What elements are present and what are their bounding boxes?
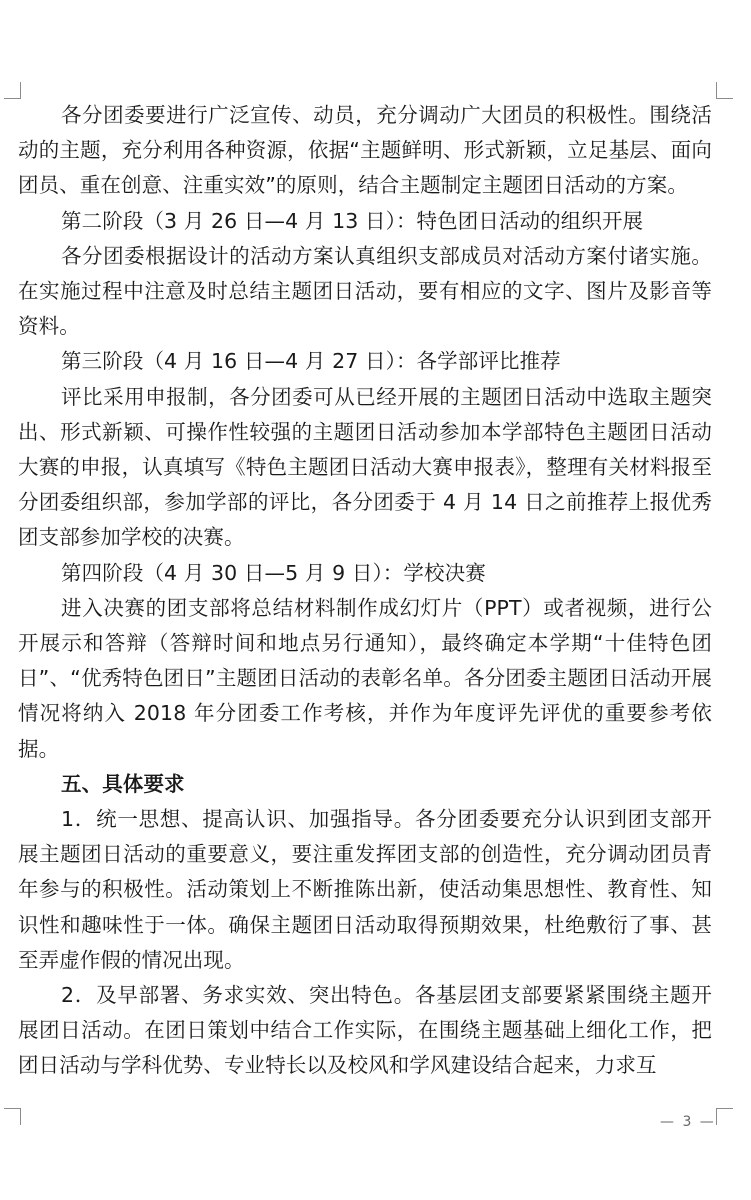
- section-heading-requirements: 五、具体要求: [61, 771, 185, 796]
- crop-mark-top-left: [4, 82, 21, 99]
- crop-mark-bottom-right: [716, 1108, 733, 1125]
- stage-two-heading: 第二阶段（3 月 26 日—4 月 13 日）：特色团日活动的组织开展: [61, 208, 644, 233]
- requirement-item-2: 2．及早部署、务求实效、突出特色。各基层团支部要紧紧围绕主题开展团日活动。在团日策划中结合工作实际，在围绕主题基础上细化工作，把团日活动与学科优势、专业特长以及校风和学风建设结合起来，力求互: [18, 983, 712, 1078]
- stage-four-heading: 第四阶段（4 月 30 日—5 月 9 日）：学校决赛: [61, 560, 486, 585]
- document-body: [18, 98, 712, 1084]
- crop-mark-top-right: [716, 82, 733, 99]
- stage-three-heading: 第三阶段（4 月 16 日—4 月 27 日）：各学部评比推荐: [61, 349, 561, 374]
- crop-mark-bottom-left: [4, 1108, 21, 1125]
- paragraph-promotion: 各分团委要进行广泛宣传、动员，充分调动广大团员的积极性。围绕活动的主题，充分利用各种资源，依据“主题鲜明、形式新颖，立足基层、面向团员、重在创意、注重实效”的原则，结合主题制定主题团日活动的方案。: [18, 103, 712, 198]
- paragraph-stage-two: 各分团委根据设计的活动方案认真组织支部成员对活动方案付诸实施。在实施过程中注意及时总结主题团日活动，要有相应的文字、图片及影音等资料。: [18, 243, 712, 339]
- page-number: — 3 —: [660, 1114, 716, 1130]
- paragraph-stage-four: 进入决赛的团支部将总结材料制作成幻灯片（PPT）或者视频，进行公开展示和答辩（答辩时间和地点另行通知），最终确定本学期“十佳特色团日”、“优秀特色团日”主题团日活动的表彰名单。各分团委主题团日活动开展情况将纳入 2018 年分团委工作考核，并作为年度评先评优的重要参考依据。: [18, 595, 712, 761]
- paragraph-stage-three: 评比采用申报制，各分团委可从已经开展的主题团日活动中选取主题突出、形式新颖、可操作性较强的主题团日活动参加本学部特色主题团日活动大赛的申报，认真填写《特色主题团日活动大赛申报表》，整理有关材料报至分团委组织部，参加学部的评比，各分团委于 4 月 14 日之前推荐上报优秀团支部参加学校的决赛。: [18, 384, 712, 550]
- requirement-item-1: 1．统一思想、提高认识、加强指导。各分团委要充分认识到团支部开展主题团日活动的重要意义，要注重发挥团支部的创造性，充分调动团员青年参与的积极性。活动策划上不断推陈出新，使活动集思想性、教育性、知识性和趣味性于一体。确保主题团日活动取得预期效果，杜绝敷衍了事、甚至弄虚作假的情况出现。: [18, 807, 712, 972]
